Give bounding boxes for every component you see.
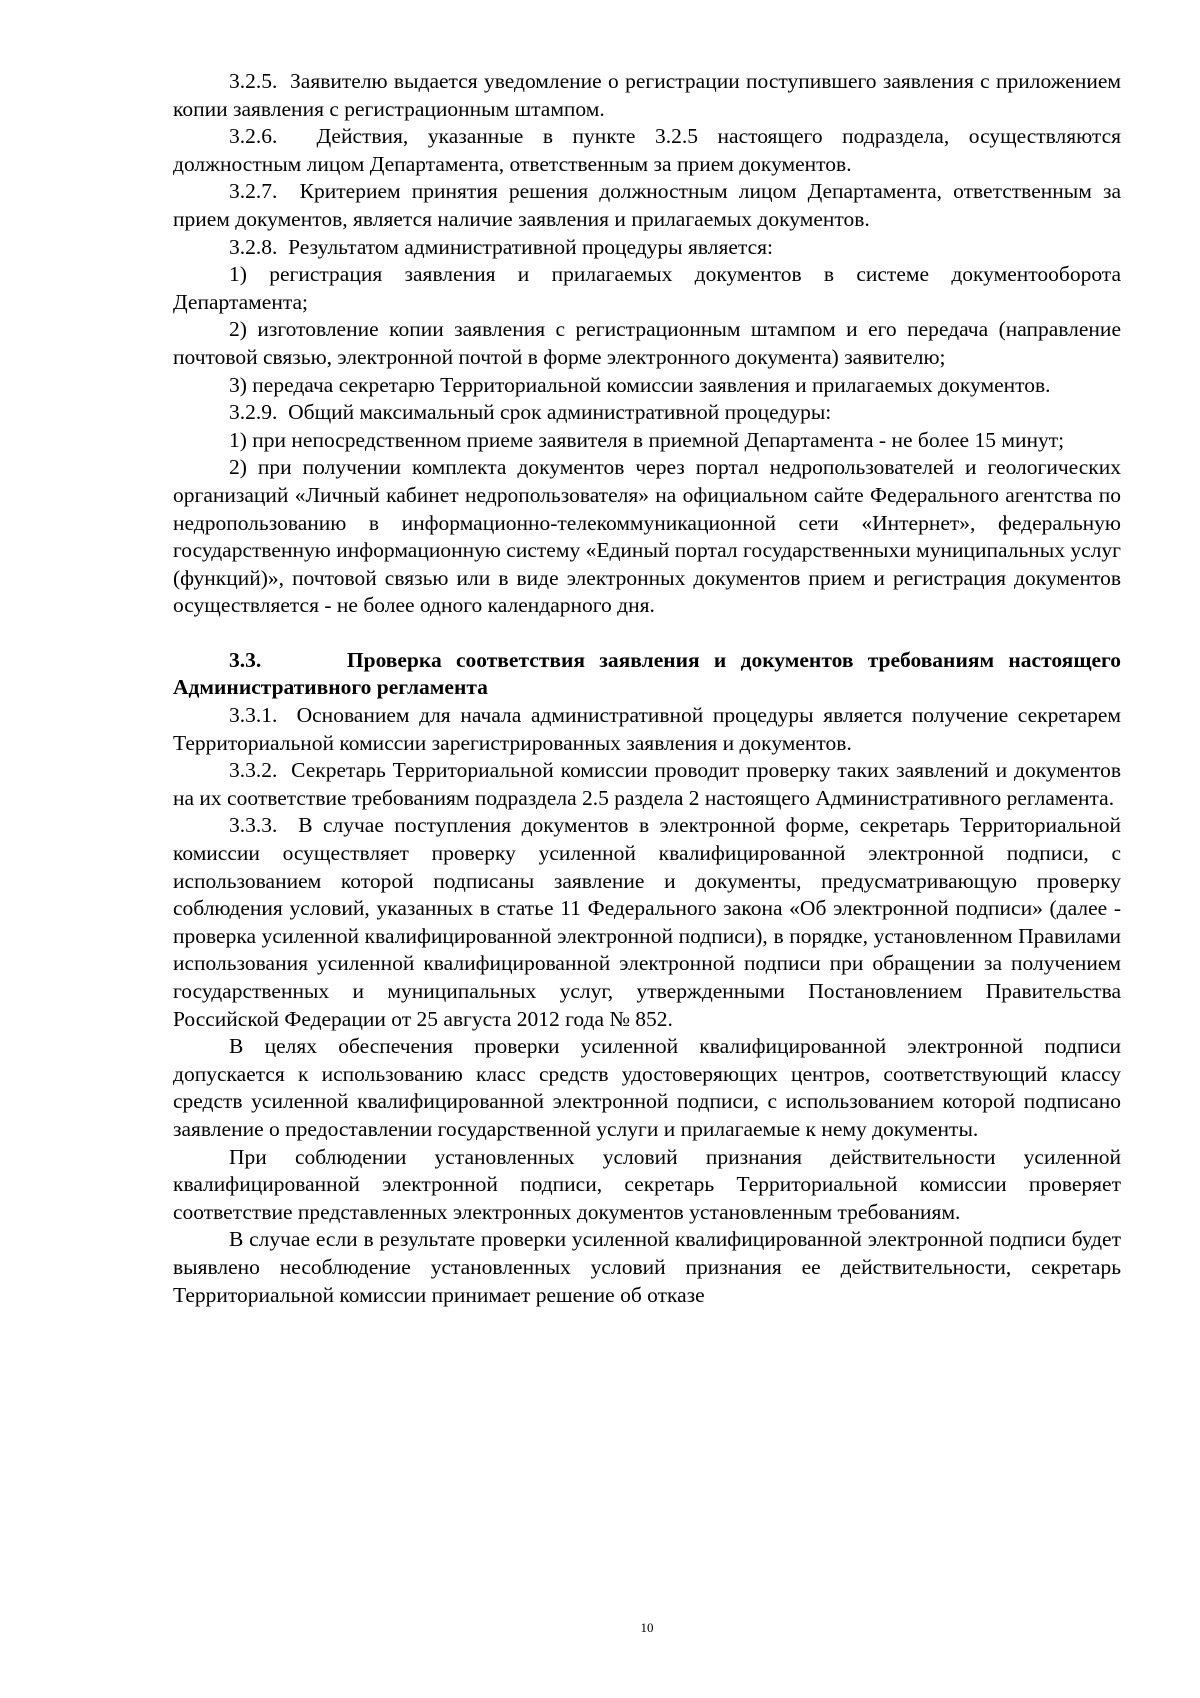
paragraph-signature-validity: При соблюдении установленных условий признания действительности усиленной квалифицированной электронной подписи, секретарь Территориальной комиссии проверяет соответствие представленных электронных документов установленным требованиям. <box>173 1144 1121 1224</box>
document-body <box>173 68 1121 1309</box>
section-heading-3-3: 3.3. Проверка соответствия заявления и документов требованиям настоящего Административного регламента <box>173 647 1121 700</box>
paragraph-3-2-8: 3.2.8. Результатом административной процедуры является: <box>229 234 773 259</box>
paragraph-3-3-3: 3.3.3. В случае поступления документов в электронной форме, секретарь Территориальной комиссии осуществляет проверку усиленной квалифицированной электронной подписи, с использованием которой подписаны заявление и документы, предусматривающую проверку соблюдения условий, указанных в статье 11 Федерального закона «Об электронной подписи» (далее - проверка усиленной квалифицированной электронной подписи), в порядке, установленном Правилами использования усиленной квалифицированной электронной подписи при обращении за получением государственных и муниципальных услуг, утвержденными Постановлением Правительства Российской Федерации от 25 августа 2012 года № 852. <box>173 813 1121 1031</box>
paragraph-signature-refusal: В случае если в результате проверки усиленной квалифицированной электронной подписи будет выявлено несоблюдение установленных условий признания ее действительности, секретарь Территориальной комиссии принимает решение об отказе <box>173 1227 1121 1307</box>
paragraph-3-2-9: 3.2.9. Общий максимальный срок административной процедуры: <box>229 400 832 425</box>
paragraph-3-2-5: 3.2.5. Заявителю выдается уведомление о регистрации поступившего заявления с приложением копии заявления с регистрационным штампом. <box>173 69 1121 121</box>
page-number: 10 <box>640 1620 654 1635</box>
section-spacer <box>173 620 1121 647</box>
list-item-3-2-8-1: 1) регистрация заявления и прилагаемых документов в системе документооборота Департамента; <box>173 262 1121 314</box>
paragraph-3-3-2: 3.3.2. Секретарь Территориальной комиссии проводит проверку таких заявлений и документов на их соответствие требованиям подраздела 2.5 раздела 2 настоящего Административного регламента. <box>173 758 1121 810</box>
paragraph-3-3-1: 3.3.1. Основанием для начала административной процедуры является получение секретарем Территориальной комиссии зарегистрированных заявления и документов. <box>173 703 1121 755</box>
paragraph-signature-classes: В целях обеспечения проверки усиленной квалифицированной электронной подписи допускается к использованию класс средств удостоверяющих центров, соответствующий классу средств усиленной квалифицированной электронной подписи, с использованием которой подписано заявление о предоставлении государственной услуги и прилагаемые к нему документы. <box>173 1034 1121 1141</box>
paragraph-3-2-6: 3.2.6. Действия, указанные в пункте 3.2.5 настоящего подраздела, осуществляются должностным лицом Департамента, ответственным за прием документов. <box>173 124 1121 176</box>
list-item-3-2-8-3: 3) передача секретарю Территориальной комиссии заявления и прилагаемых документов. <box>229 372 1051 397</box>
list-item-3-2-8-2: 2) изготовление копии заявления с регистрационным штампом и его передача (направление почтовой связью, электронной почтой в форме электронного документа) заявителю; <box>173 317 1121 369</box>
paragraph-3-2-7: 3.2.7. Критерием принятия решения должностным лицом Департамента, ответственным за прием документов, является наличие заявления и прилагаемых документов. <box>173 179 1121 231</box>
list-item-3-2-9-2: 2) при получении комплекта документов через портал недропользователей и геологических организаций «Личный кабинет недропользователя» на официальном сайте Федерального агентства по недропользованию в информационно-телекоммуникационной сети «Интернет», федеральную государственную информационную систему «Единый портал государственныхи муниципальных услуг (функций)», почтовой связью или в виде электронных документов прием и регистрация документов осуществляется - не более одного календарного дня. <box>173 455 1121 618</box>
list-item-3-2-9-1: 1) при непосредственном приеме заявителя в приемной Департамента - не более 15 минут; <box>229 427 1065 452</box>
